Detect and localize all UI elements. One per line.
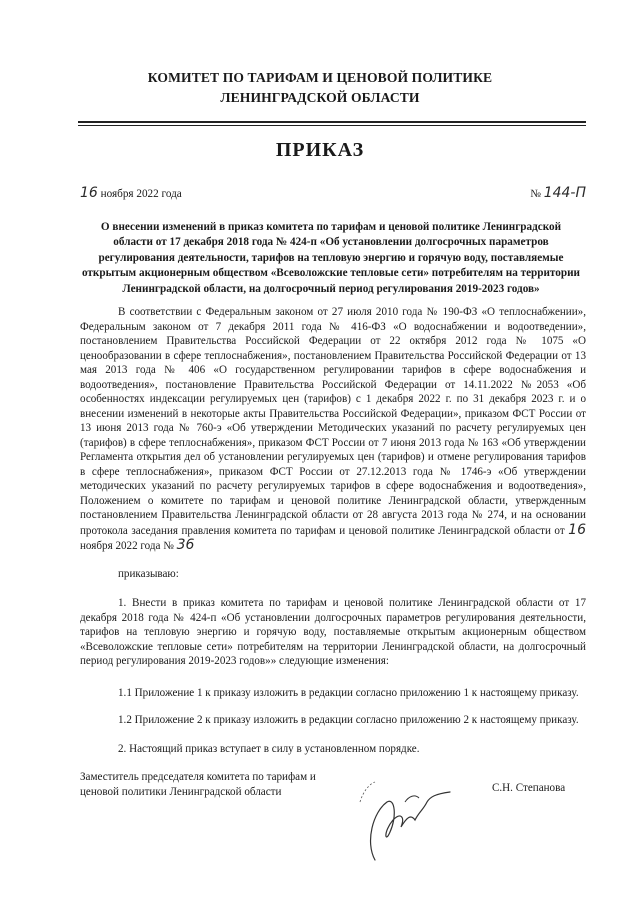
signatory-position <box>80 770 316 799</box>
order-number <box>530 185 586 201</box>
position-line1: Заместитель председателя комитета по тарифам и <box>80 771 316 783</box>
committee-name-line1: КОМИТЕТ ПО ТАРИФАМ И ЦЕНОВОЙ ПОЛИТИКЕ <box>147 70 493 85</box>
item-2: 2. Настоящий приказ вступает в силу в установленном порядке. <box>118 743 420 755</box>
position-line2: ценовой политики Ленинградской области <box>80 785 282 798</box>
handwritten-day: 16 <box>80 185 98 201</box>
date-rest: ноября 2022 года <box>97 188 182 200</box>
committee-name-line2: ЛЕНИНГРАДСКОЙ ОБЛАСТИ <box>220 90 420 105</box>
handwritten-protocol-number: 36 <box>176 537 195 553</box>
header-rule-thick <box>78 121 586 123</box>
number-prefix: № <box>530 188 544 200</box>
handwritten-signature <box>335 772 460 867</box>
preamble-text: В соответствии с Федеральным законом от 27 июля 2010 года № 190-ФЗ «О теплоснабжении», Федеральным законом от 7 декабря 2011 года № 416-ФЗ «О водоснабжении и водоотведении», постановлением Правительства Российской Федерации от 22 октября 2012 года № 1075 «О ценообразовании в сфере теплоснабжения», постановлением Правительства Российской Федерации от 13 мая 2013 года № 406 «О государственном регулировании тарифов в сфере водоснабжения и водоотведения», постановление Правительства Российской Федерации от 14.11.2022 №2053 «Об особенностях индексации регулируемых цен (тарифов) с 1 декабря 2022 г. по 31 декабря 2023 г. и о внесении изменений в некоторые акты Правительства Российской Федерации», приказом ФСТ России от 13 июня 2013 года № 760-э «Об утверждении Методических указаний по расчету регулируемых цен (тарифов) в сфере теплоснабжения», приказом ФСТ России от 7 июня 2013 года № 163 «Об утверждении Регламента открытия дел об установлении регулируемых цен (тарифов) и отмене регулирования тарифов в сфере теплоснабжения», приказом ФСТ России от 27.12.2013 года № 1746-э «Об утверждении методических указаний по расчету регулируемых тарифов в сфере водоснабжения и водоотведения», Положением о комитете по тарифам и ценовой политике Ленинградской области, утвержденным постановлением Правительства Ленинградской области от 28 августа 2013 года № 274, и на основании протокола заседания правления комитета по тарифам и ценовой политике Ленинградской области от <box>80 306 586 537</box>
document-type-title: ПРИКАЗ <box>275 139 365 161</box>
item-1-1: 1.1 Приложение 1 к приказу изложить в редакции согласно приложению 1 к настоящему приказу. <box>118 687 579 699</box>
order-word: приказываю: <box>118 568 179 580</box>
order-subject: О внесении изменений в приказ комитета по тарифам и ценовой политике Ленинградской области от 17 декабря 2018 года № 424-п «Об установлении долгосрочных параметров регулирования деятельности, тарифов на тепловую энергию и горячую воду, поставляемые открытым акционерным обществом «Всеволожские тепловые сети» потребителям на территории Ленинградской области, на долгосрочный период регулирования 2019-2023 годов» <box>81 221 580 295</box>
header-rule-thin <box>78 125 586 126</box>
preamble-paragraph <box>80 305 586 554</box>
signatory-name: С.Н. Степанова <box>492 782 566 794</box>
item-1: 1. Внести в приказ комитета по тарифам и ценовой политике Ленинградской области от 17 декабря 2018 года № 424-п «Об установлении долгосрочных параметров регулирования деятельности, тарифов на тепловую энергию и горячую воду, поставляемые открытым акционерным обществом «Всеволожские тепловые сети» потребителям на территории Ленинградской области, на долгосрочный период регулирования 2019-2023 годов»» следующие изменения: <box>80 597 586 667</box>
handwritten-protocol-day: 16 <box>568 521 586 538</box>
handwritten-number: 144-П <box>543 185 586 201</box>
order-date <box>80 185 182 201</box>
item-1-2: 1.2 Приложение 2 к приказу изложить в редакции согласно приложению 2 к настоящему приказу. <box>118 714 579 726</box>
preamble-middle: ноября 2022 года № <box>80 540 177 552</box>
